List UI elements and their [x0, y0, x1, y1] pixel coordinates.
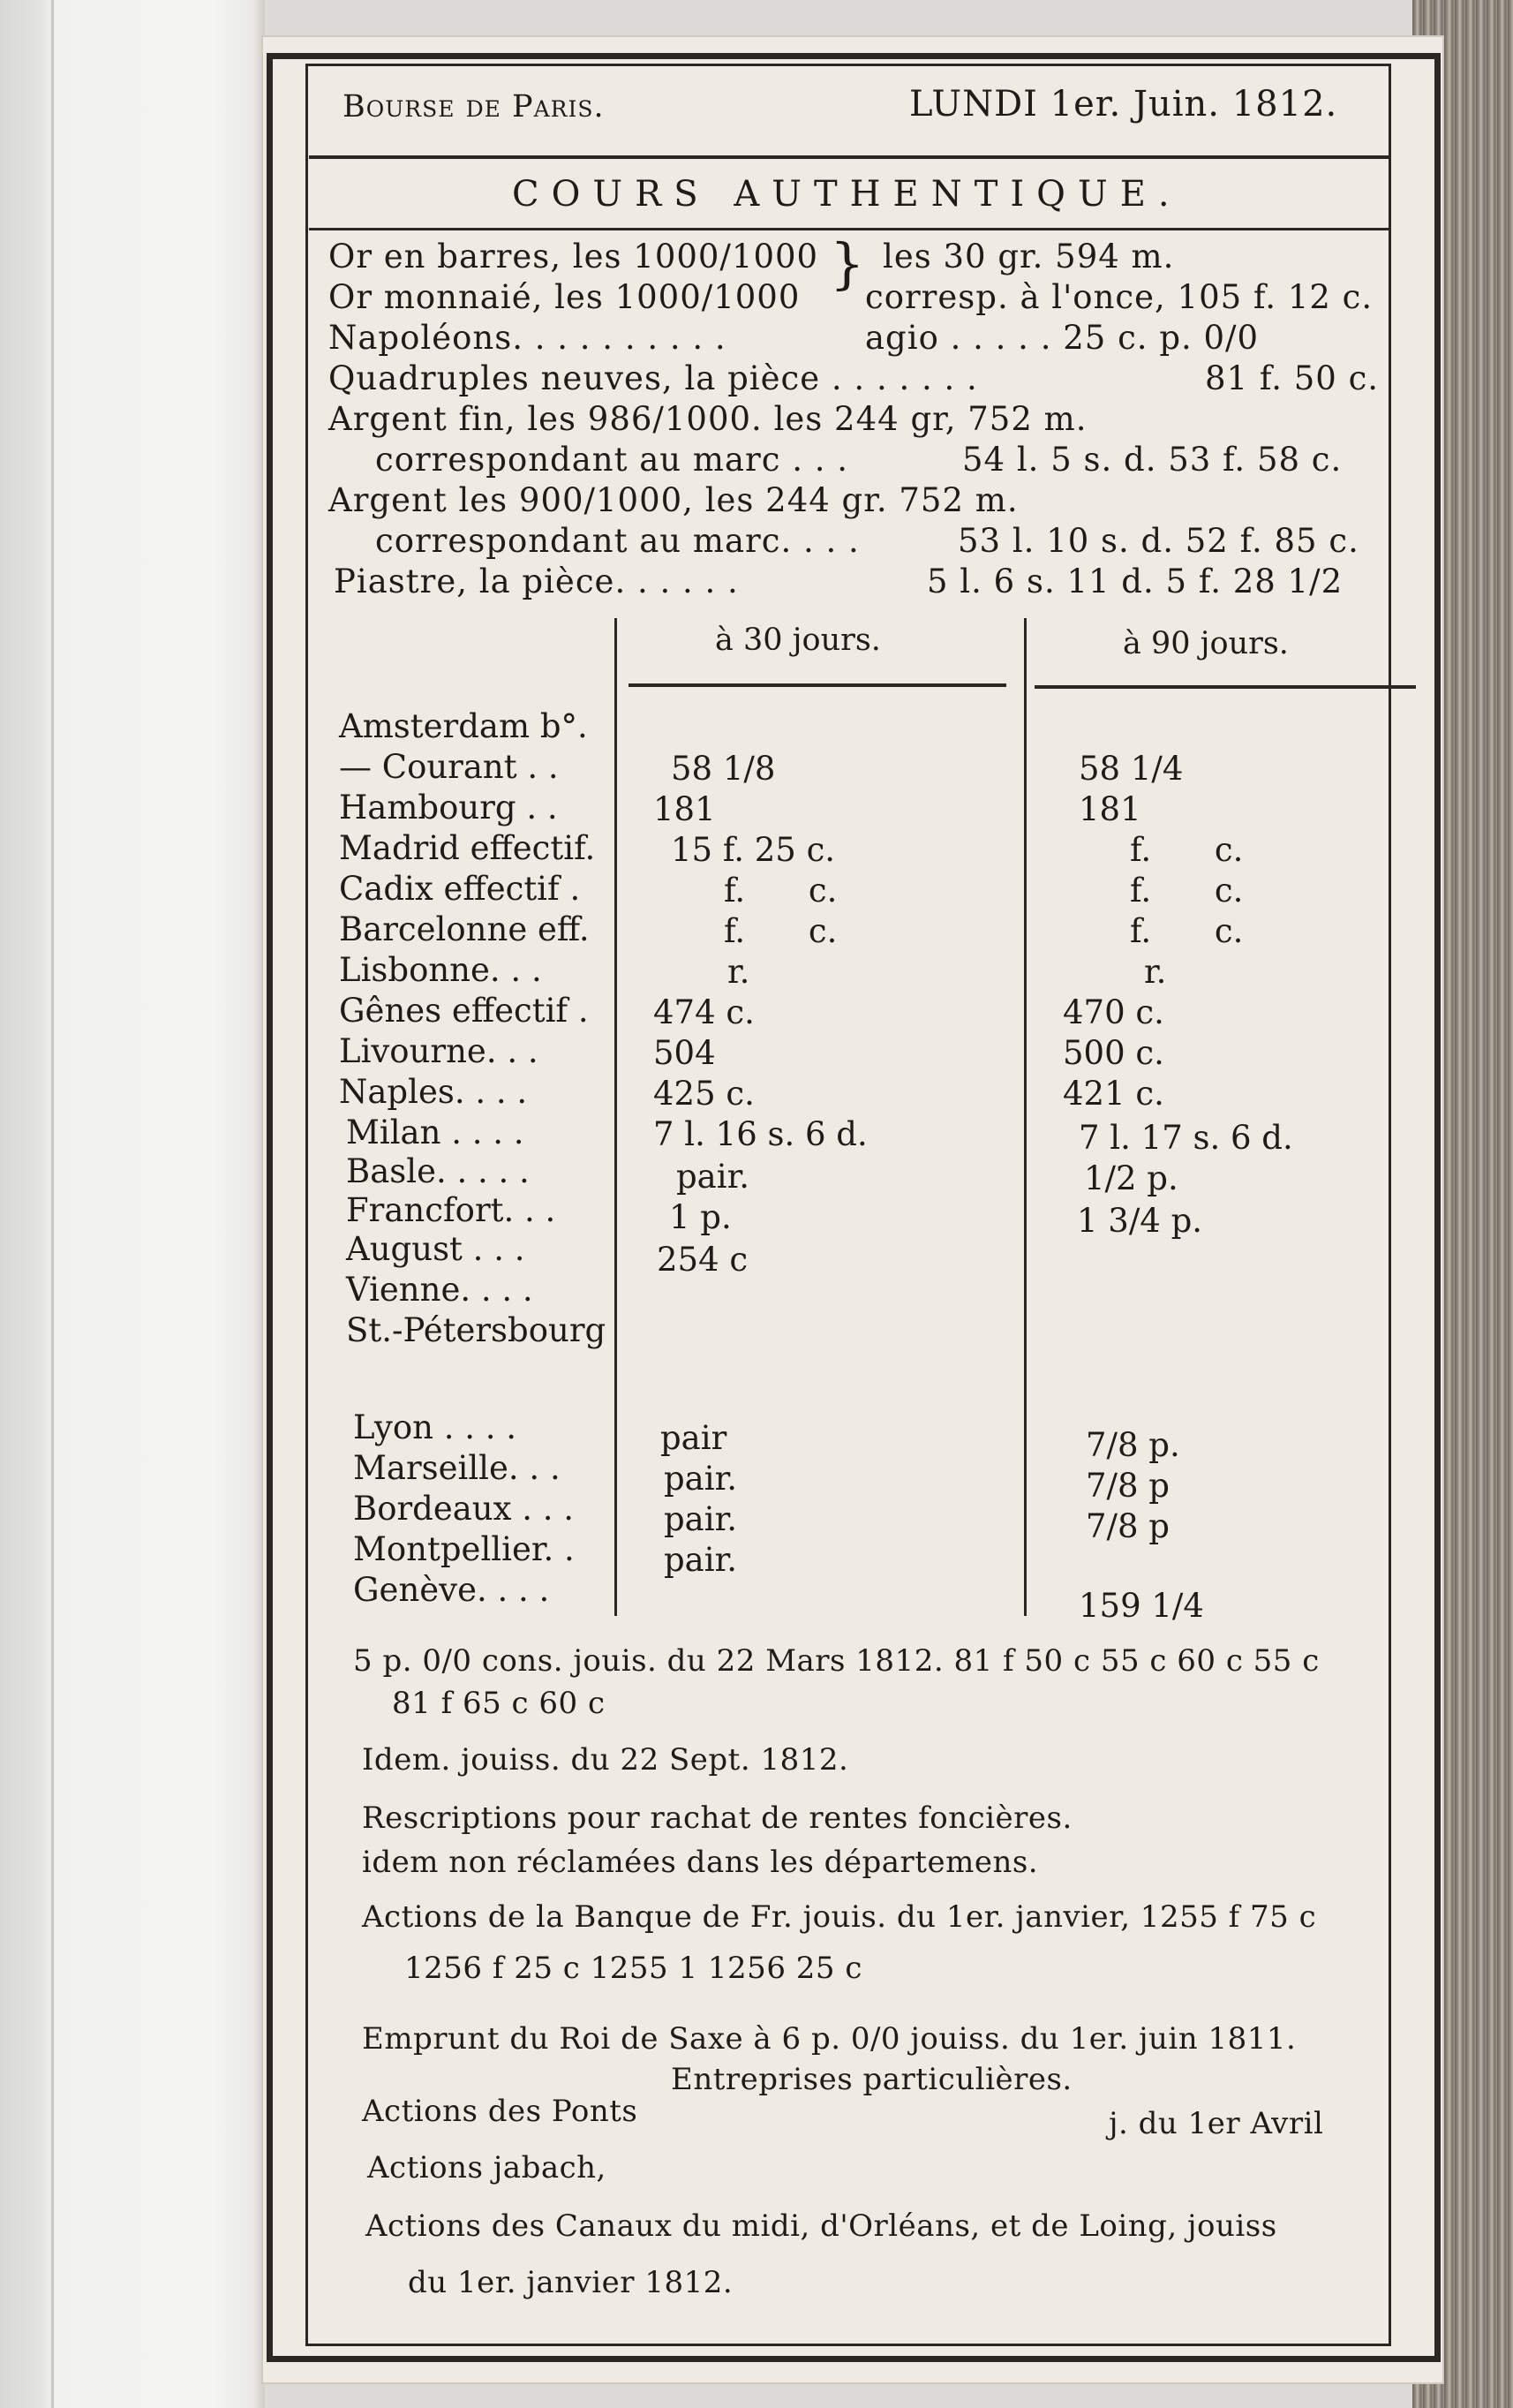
funds-line: Actions des Canaux du midi, d'Orléans, et de Loing, jouiss [365, 2208, 1277, 2244]
domestic-place: Lyon . . . . [353, 1408, 517, 1446]
rate-30: 58 1/8 [671, 750, 776, 788]
exchange-place: Milan . . . . [346, 1113, 524, 1151]
exchange-place: Naples. . . . [339, 1073, 528, 1111]
title-rule [309, 228, 1391, 230]
rate-30: f. c. [724, 912, 838, 950]
metal-row: Or monnaié, les 1000/1000 [328, 278, 801, 316]
rate-90: r. [1144, 953, 1167, 991]
metal-detail: 54 l. 5 s. d. 53 f. 58 c. [962, 441, 1343, 479]
binding-crease [51, 0, 54, 2408]
rate-90: 1 3/4 p. [1077, 1202, 1203, 1240]
funds-line: Actions des Ponts [362, 2094, 638, 2129]
funds-line: du 1er. janvier 1812. [408, 2265, 734, 2300]
domestic-place: Genève. . . . [353, 1571, 550, 1609]
rate-90: 7/8 p [1086, 1467, 1170, 1505]
metal-row: Piastre, la pièce. . . . . . [334, 562, 739, 600]
rate-90: f. c. [1130, 872, 1244, 910]
funds-line: Rescriptions pour rachat de rentes foncières. [362, 1800, 1073, 1836]
metal-row: Quadruples neuves, la pièce . . . . . . . [328, 359, 978, 397]
exchange-place: Lisbonne. . . [339, 951, 542, 989]
rate-90: 7/8 p. [1086, 1426, 1180, 1464]
header-date: LUNDI 1er. Juin. 1812. [909, 84, 1338, 125]
metal-detail: les 30 gr. 594 m. [883, 238, 1175, 276]
exchange-place: Madrid effectif. [339, 829, 596, 867]
metal-row: Napoléons. . . . . . . . . . [328, 319, 726, 357]
funds-line: Actions de la Banque de Fr. jouis. du 1er. janvier, 1255 f 75 c [362, 1899, 1317, 1935]
funds-line: idem non réclamées dans les départemens. [362, 1845, 1039, 1880]
rate-30: pair. [664, 1460, 737, 1498]
column-header-90: à 90 jours. [1123, 626, 1289, 661]
exchange-place: Livourne. . . [339, 1032, 538, 1070]
funds-line: 1256 f 25 c 1255 1 1256 25 c [404, 1951, 862, 1986]
domestic-place: Montpellier. . [353, 1530, 575, 1568]
exchange-place: — Courant . . [339, 748, 559, 786]
rate-90: 7/8 p [1086, 1507, 1170, 1545]
rate-30: pair. [664, 1541, 737, 1579]
metal-row: Argent les 900/1000, les 244 gr. 752 m. [328, 481, 1019, 519]
funds-line: 5 p. 0/0 cons. jouis. du 22 Mars 1812. 81 f 50 c 55 c 60 c 55 c [353, 1643, 1320, 1679]
header-rule [309, 155, 1391, 159]
rate-90: 470 c. [1063, 993, 1164, 1031]
rate-90: f. c. [1130, 831, 1244, 869]
exchange-place: Gênes effectif . [339, 992, 589, 1030]
metal-row: Argent fin, les 986/1000. les 244 gr, 752 m. [328, 400, 1088, 438]
domestic-place: Marseille. . . [353, 1449, 561, 1487]
table-vrule-left [614, 618, 617, 1616]
table-vrule-right [1024, 618, 1027, 1616]
exchange-place: Amsterdam b°. [339, 707, 588, 745]
metal-detail: corresp. à l'once, 105 f. 12 c. [865, 278, 1374, 316]
funds-line: Idem. jouiss. du 22 Sept. 1812. [362, 1742, 849, 1778]
metal-detail: 5 l. 6 s. 11 d. 5 f. 28 1/2 [927, 562, 1344, 600]
domestic-place: Bordeaux . . . [353, 1490, 575, 1528]
rate-90: 421 c. [1063, 1075, 1164, 1113]
rate-30: 1 p. [669, 1198, 732, 1236]
rate-90: 58 1/4 [1079, 750, 1184, 788]
metal-detail: 53 l. 10 s. d. 52 f. 85 c. [958, 522, 1359, 560]
rate-90: f. c. [1130, 912, 1244, 950]
funds-line: Actions jabach, [367, 2150, 606, 2185]
column-rule-30 [629, 683, 1006, 687]
book-binding [0, 0, 265, 2408]
column-header-30: à 30 jours. [715, 623, 881, 658]
funds-line: j. du 1er Avril [1109, 2106, 1324, 2141]
exchange-place: Barcelonne eff. [339, 910, 590, 948]
brace-glyph: } [830, 231, 865, 296]
rate-90: 159 1/4 [1079, 1587, 1204, 1625]
rate-30: pair. [664, 1500, 737, 1538]
metal-row: Or en barres, les 1000/1000 [328, 238, 819, 276]
exchange-place: Vienne. . . . [346, 1271, 533, 1309]
metal-row: correspondant au marc . . . [375, 441, 849, 479]
rate-30: 7 l. 16 s. 6 d. [653, 1115, 868, 1153]
rate-30: 254 c [657, 1241, 749, 1279]
rate-90: 1/2 p. [1084, 1159, 1178, 1197]
rate-30: 425 c. [653, 1075, 755, 1113]
exchange-place: St.-Pétersbourg [346, 1311, 606, 1349]
rate-30: 504 [653, 1034, 716, 1072]
header-bourse: Bourse de Paris. [342, 89, 605, 125]
rate-30: r. [727, 953, 750, 991]
metal-detail: 81 f. 50 c. [1205, 359, 1380, 397]
rate-30: f. c. [724, 872, 838, 910]
funds-subheading: Entreprises particulières. [671, 2062, 1073, 2097]
exchange-place: Cadix effectif . [339, 870, 581, 908]
funds-line: Emprunt du Roi de Saxe à 6 p. 0/0 jouiss. du 1er. juin 1811. [362, 2021, 1297, 2057]
funds-line: 81 f 65 c 60 c [392, 1686, 606, 1721]
rate-30: 15 f. 25 c. [671, 831, 836, 869]
exchange-place: Hambourg . . [339, 789, 558, 827]
rate-30: pair [660, 1419, 727, 1457]
rate-90: 7 l. 17 s. 6 d. [1079, 1119, 1293, 1157]
metal-detail: agio . . . . . 25 c. p. 0/0 [865, 319, 1260, 357]
rate-90: 500 c. [1063, 1034, 1164, 1072]
rate-30: 181 [653, 790, 716, 828]
page-title: COURS AUTHENTIQUE. [512, 174, 1182, 215]
exchange-place: Basle. . . . . [346, 1152, 530, 1190]
rate-90: 181 [1079, 790, 1141, 828]
exchange-place: August . . . [346, 1230, 525, 1268]
column-rule-90 [1035, 685, 1416, 689]
rate-30: 474 c. [653, 993, 755, 1031]
rate-30: pair. [676, 1158, 749, 1196]
metal-row: correspondant au marc. . . . [375, 522, 860, 560]
exchange-place: Francfort. . . [346, 1191, 556, 1229]
